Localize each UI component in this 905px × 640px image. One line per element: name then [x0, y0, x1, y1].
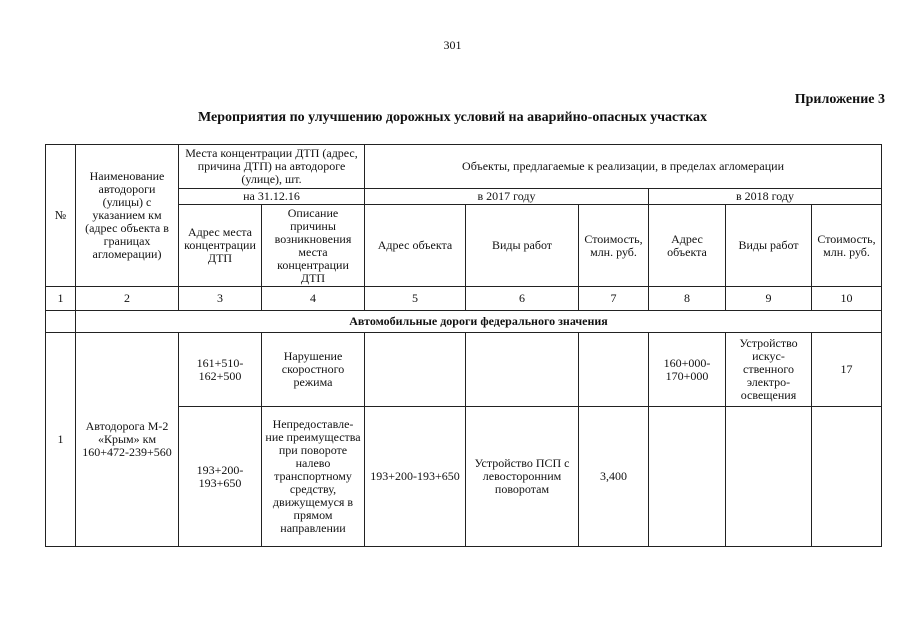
cell-cost-2018: 17	[812, 333, 882, 407]
header-place-description: Описание причины возникновения места концентрации ДТП	[262, 205, 365, 287]
cell-object-address-2018	[649, 407, 726, 547]
cell-place-description: Нарушение скоростного режима	[262, 333, 365, 407]
column-number: 2	[76, 287, 179, 311]
cell-object-address-2018: 160+000-170+000	[649, 333, 726, 407]
cell-works-2017: Устройство ПСП с левосторонним поворотам	[466, 407, 579, 547]
column-number: 8	[649, 287, 726, 311]
cell-works-2018: Устройство искус-ственного электро-освещения	[726, 333, 812, 407]
document-title: Мероприятия по улучшению дорожных условий на аварийно-опасных участках	[198, 110, 707, 125]
cell-works-2017	[466, 333, 579, 407]
section-row	[46, 311, 882, 333]
column-number: 6	[466, 287, 579, 311]
cell-object-address-2017	[365, 333, 466, 407]
cell-place-description: Непредоставле-ние преимущества при повороте налево транспортному средству, движущемуся в прямом направлении	[262, 407, 365, 547]
header-works-2018: Виды работ	[726, 205, 812, 287]
header-object-address-2018: Адрес объекта	[649, 205, 726, 287]
column-number: 7	[579, 287, 649, 311]
page-number: 301	[443, 38, 462, 52]
column-number: 9	[726, 287, 812, 311]
header-cost-2018: Стоимость, млн. руб.	[812, 205, 882, 287]
header-row-1	[46, 145, 882, 189]
header-place-address: Адрес места концентрации ДТП	[179, 205, 262, 287]
header-accident-date: на 31.12.16	[179, 189, 365, 205]
cell-cost-2017	[579, 333, 649, 407]
column-number-row	[46, 287, 882, 311]
cell-cost-2018	[812, 407, 882, 547]
cell-place-address: 161+510-162+500	[179, 333, 262, 407]
column-number: 1	[46, 287, 76, 311]
measures-table	[45, 144, 882, 547]
cell-cost-2017: 3,400	[579, 407, 649, 547]
column-number: 4	[262, 287, 365, 311]
header-num: №	[46, 145, 76, 287]
header-year-2017: в 2017 году	[365, 189, 649, 205]
section-empty-cell	[46, 311, 76, 333]
record-road: Автодорога М-2 «Крым» км 160+472-239+560	[76, 333, 179, 547]
record-num: 1	[46, 333, 76, 547]
column-number: 10	[812, 287, 882, 311]
header-objects: Объекты, предлагаемые к реализации, в пределах агломерации	[365, 145, 882, 189]
header-accident-places: Места концентрации ДТП (адрес, причина ДТП) на автодороге (улице), шт.	[179, 145, 365, 189]
appendix-label: Приложение 3	[794, 92, 885, 107]
header-cost-2017: Стоимость, млн. руб.	[579, 205, 649, 287]
cell-place-address: 193+200-193+650	[179, 407, 262, 547]
header-road-name: Наименование автодороги (улицы) с указанием км (адрес объекта в границах агломерации)	[76, 145, 179, 287]
header-works-2017: Виды работ	[466, 205, 579, 287]
header-year-2018: в 2018 году	[649, 189, 882, 205]
cell-works-2018	[726, 407, 812, 547]
header-object-address-2017: Адрес объекта	[365, 205, 466, 287]
cell-object-address-2017: 193+200-193+650	[365, 407, 466, 547]
table-row	[46, 333, 882, 407]
section-title: Автомобильные дороги федерального значения	[76, 311, 882, 333]
column-number: 3	[179, 287, 262, 311]
column-number: 5	[365, 287, 466, 311]
